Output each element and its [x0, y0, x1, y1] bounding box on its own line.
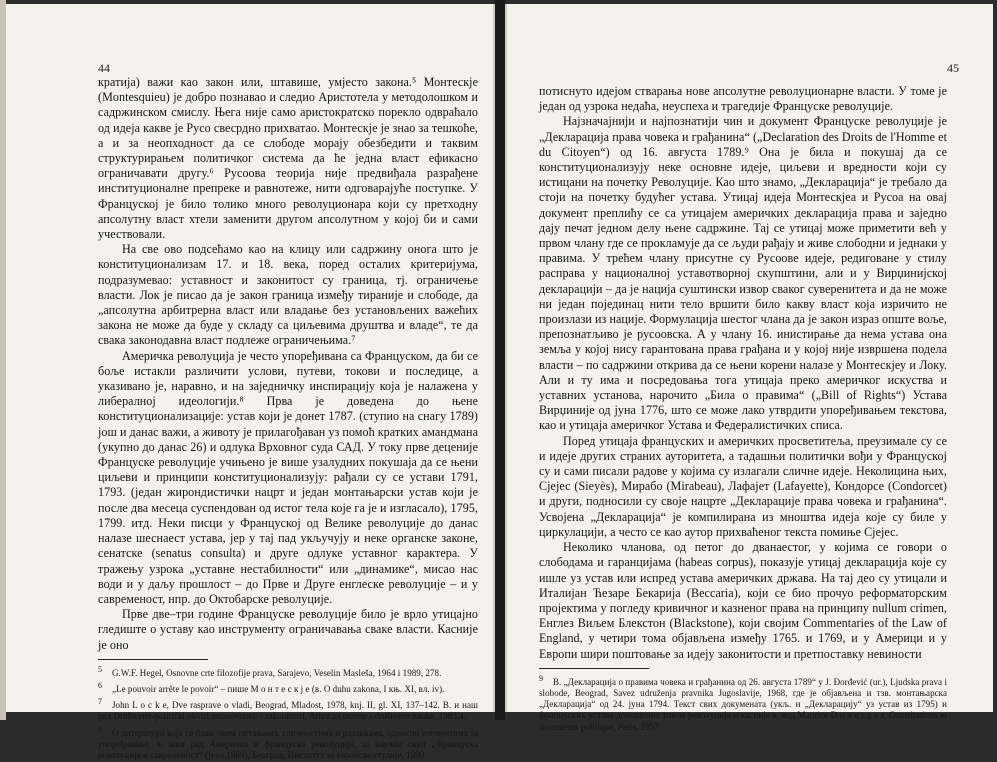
- footnote: 5 G.W.F. Hegel, Osnovne crte filozofije prava, Sarajevo, Veselin Masleša, 1964 i 1989, 278.: [98, 664, 442, 678]
- paragraph: потиснуто идејом стварања нове апсолутне револуционарне власти. У томе је један од узрока недаћа, неуспеха и трагедије Француске револуције.: [539, 84, 947, 114]
- book-gutter: [495, 0, 505, 720]
- footnote: 6 „Le pouvoir arrête le povoir“ – пише М о н т е с к j е (в. O duhu zakona, I књ. XI, вл. iv).: [98, 680, 445, 694]
- right-page: [505, 4, 993, 732]
- paragraph: кратија) важи као закон или, штавише, умјесто закона.⁵ Монтескје (Montesquieu) је добро познавао и следио Аристотела у методолошком и садржинском смислу. Њега није само аристократско порекло одвраћало од идеја какве је Русо свесрдно прихватао. Монтескје је знао за тешкоће, а и за неопходност да се слободе морају обезбедити и таквим структурирањем политичког система да ће једна власт ефикасно ограничавати другу.⁶ Русоова теорија није предвиђала разрађене институционалне препреке и равнотеже, нити одговарајуће поступке. У Француској је било толико много револуционара који су претходну апсолутну власт хтели заменити другом апсолутном у којој би и сами учествовали.: [98, 75, 478, 242]
- paragraph: На све ово подсећамо као на клицу или садржину онога што је конституционализам 17. и 18. века, поред осталих критеријума, подразумевао: уставност и законитост су граница, тј. ограничење власти. Лок је писао да је закон граница између тираније и слободе, да „апсолутна арбитрерна власт или владање без установљених важећих закона не може да буде у складу са циљевима друштва и владе“, те да свака законодавна власт подлеже ограничењима.⁷: [98, 242, 478, 348]
- footnotes: [539, 673, 947, 733]
- paragraph: Најзначајнији и најпознатији чин и документ Француске револуције је „Декларација права човека и грађанина“ („Declaration des Droits de l'Homme et du Citoyen“) од 16. августа 1789.⁹ Она је била и покушај да се конституционализују неке основне идеје, циљеви и вредности који су истицани на почетку Револуције. Као што знамо, „Декларација“ је требало да стоји на почетку будућег устава. Утицај идеја Монтескјеа и Русоа на овај документ преплићу се са утицајем америчких декларација права и заједно дају печат једном делу њене садржине. Тај се утицај може приметити већ у првом члану где се прокламује да се људи рађају и живе слободни и једнаки у правима. У трећем члану присутне су Русоове идеје, редиговане у стилу расправа у националној уставотворној скупштини, али и у Вирџинијској декларацији – да је нација суштински извор сваког суверенитета и да не може ни један појединац нити тело вршити било какву власт која изричито не произлази из нације. Формулација шестог члана да је закон израз опште воље, препознатљиво је русоовска. А у члану 16. инистирање да нема устава она земља у којој нису гарантована права грађана и у којој није извршена подела власти – по садржини открива да се њени корени налазе у Монтескјеу и Локу. Али и ту има и посредовања тога утицаја преко америчког искуства и уставних установа, нарочито „Била о правима“ („Bill of Rights“) Устава Вирџиније од јуна 1776, што се може лако утврдити упоређивањем текстова, као и утицаја америчког Устава и Федералистичких списа.: [539, 114, 947, 433]
- paragraph: Поред утицаја француских и америчких просветитеља, преузимале су се и идеје других страних ауторитета, а тадашњи политички вођи у Француској су и сами писали радове у којима су излагали сличне идеје. Неколицина њих, Сјејес (Sieyès), Мирабо (Mirabeau), Лафајет (Lafayette), Кондорсе (Condorcet) и други, подносили су своје нацрте „Декларације права човека и грађанина“. Усвојена „Декларација“ је компилирана из мноштва идеја које су биле у циркулацији, а често се као аутор прихваћеног текста помиње Сјејес.: [539, 433, 947, 539]
- paragraph: Неколико чланова, од петог до дванаестог, у којима се говори о слободама и гаранцијама (habeas corpus), показује утицај декларација које су ишле уз устав или испред устава америчких држава. На тај део су утицали и Италијан Ћезаре Бекарија (Beccaria), који се био прочуо реформаторским пројектима у погледу кривичног и казненог права на принципу nullum crimen, Енглез Виљем Блекстон (Blackstone), који својим Commentaries of the Law of England, у четири тома објављена између 1765. и 1769, и у Америци и у Европи шири поштовање за идеју законитости и претпоставку невиности: [539, 540, 947, 661]
- left-body-text: [98, 75, 478, 762]
- page-number: 45: [947, 61, 959, 75]
- right-body-text: [539, 84, 947, 734]
- paragraph: Прве две–три године Француске револуције било је врло утицајно гледиште о уставу као инструменту ограничавања сваке власти. Касније је оно: [98, 607, 478, 652]
- footnote: 9 В. „Декларација о правима човека и грађанина од 26. августа 1789“ у J. Đorđević (ur.), Ljudska prava i slobode, Beograd, Savez udruženja pravnika Jugoslavije, 1968, где је објављена и тзв. монтањарска „Декларација“ од 24. јуна 1794. Текст свих докумената (укљ. и „Декларацију“ уз устав из 1795) и француских устава доношених током револуције и касније в. код Maurice D u v e r g e r, Constitutions et documents politique, Paris, 1957.: [539, 673, 947, 732]
- page-number: 44: [98, 61, 110, 75]
- footnote-divider: [98, 659, 208, 660]
- paragraph: Америчка револуција је често упоређивана са Француском, да би се боље истакли различити услови, путеви, токови и последице, а указивано је, наравно, и на заједничку инспирацију која је налажена у либералној идеологији.⁸ Прва је доведена до њене конституционализације: устав који је донет 1787. (ступио на снагу 1789) још и данас важи, а животу је прилагођаван уз помоћ кратких амандмана (укупно до данас 26) и одлука Врховног суда САД. У току прве деценије Француске револуције учињено је више узалудних покушаја да се њени циљеви и принципи конституционализују: рађали су се устави 1791, 1793. (један жирондистички нацрт и један монтањарски устав који је после два месеца суспендован од истог тела које га је и изгласало), 1795, 1799. итд. Неки писци у Француској од Велике револуције до данас налазе шеснаест устава, јер у тај пад укључују и неке органске законе, сенатске (senatus consulta) и друге одлуке уставног карактера. У тражењу узрока „уставне нестабилности“ или „динамике“, мисао нас води и у даљу прошлост – до Прве и Друге енглеске револуције – и у савременост, нпр. до Октобарске револуције.: [98, 348, 478, 606]
- footnotes: [98, 664, 478, 761]
- footnote-divider: [539, 668, 649, 669]
- left-page: [6, 4, 495, 760]
- footnote: 7 John L o c k e, Dve rasprave o vladi, Beograd, Mladost, 1978, knj. II, gl. XI, 137–142. В. и наш рад Društveno-politički okviri ustanovnosti i zakonitosti, Arhiv za pravne i društvene nauke, 1983,4.: [98, 697, 478, 722]
- footnote: 8 О литератури која се бави овим питањима, сличностима и разликама, односно елементима за упоређивање, в. наш рад Америчка и француска револуција, за научни скуп „Француска револуција и савременост“ (јуна 1989), Београд, Институт за европске студије, 1990.: [98, 724, 478, 760]
